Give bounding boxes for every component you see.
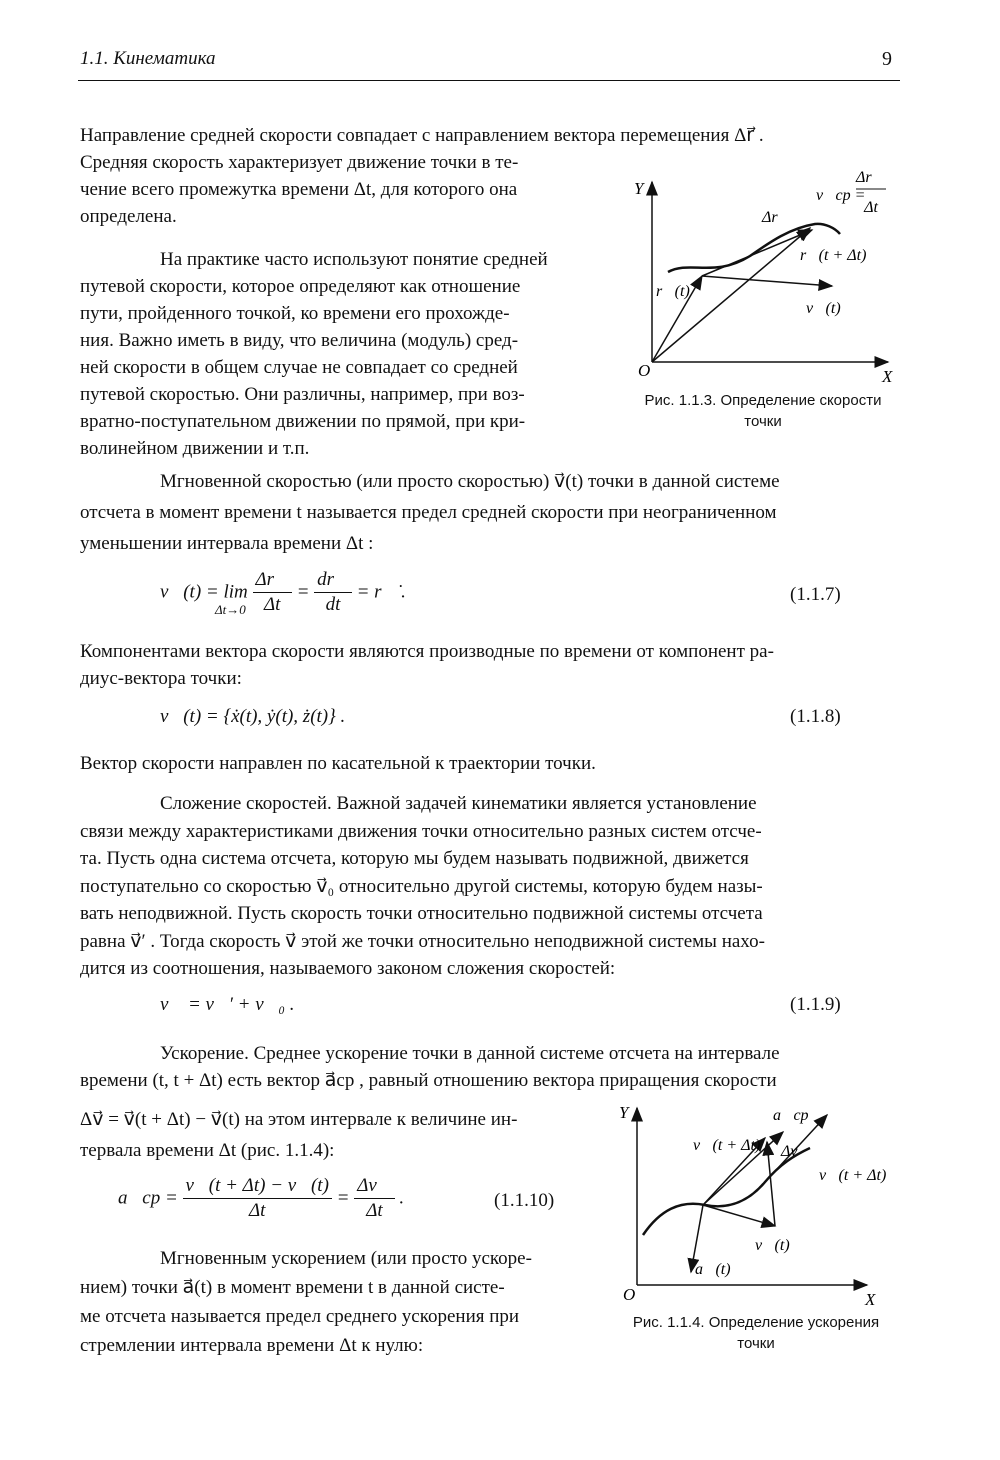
velocity-vector [702,276,832,286]
paragraph-tangent [80,750,596,777]
eq-tail: = r⃗̇ . [356,581,406,603]
text-line: чение всего промежутка времени Δt, для которого она [80,179,518,200]
paragraph-components [80,638,900,692]
text-line: нием) точки a⃗(t) в момент времени t в данной систе- [80,1277,505,1298]
eq-frac-dv-dt [354,1174,394,1223]
equation-1-1-10: a⃗ср = $\frac{v⃗(t + \Delta t) - v⃗(t)}{\Delta t}$ = $\frac{\Delta v⃗}{\Delta t}$ . [118,1175,405,1221]
label-v-t: v⃗(t) [755,1237,790,1254]
label-origin: O [638,361,651,380]
velocity-vector-t [703,1205,775,1226]
frac-den: Δt [249,1200,266,1221]
lim-subscript: Δt→0 [215,602,246,617]
caption-line: точки [744,413,782,430]
text-line: отсчета в момент времени t называется предел средней скорости при неограниченном [80,502,777,523]
label-x: X [882,367,893,386]
text-line: Компонентами вектора скорости являются производные по времени от компонент ра- [80,641,774,662]
label-vcp-den: Δt [864,199,878,216]
text-line: Сложение скоростей. Важной задачей кинематики является установление [160,793,757,814]
text-line: Вектор скорости направлен по касательной к траектории точки. [80,753,596,774]
label-y: Y [634,179,644,198]
paragraph-avg-velocity-cont [80,149,615,230]
text-line: Δv⃗ = v⃗(t + Δt) − v⃗(t) на этом интервале к величине ин- [80,1109,518,1130]
label-delta-v: Δv⃗ [781,1143,810,1160]
paragraph-avg-velocity [80,122,900,149]
text-line: вать неподвижной. Пусть скорость точки относительно подвижной системы отсчета [80,903,763,924]
paragraph-acceleration-cont [80,1104,600,1166]
text-line: вратно-поступательном движении по прямой, при кри- [80,411,526,432]
eq-frac-dr-dt [253,568,292,617]
text-line: Мгновенным ускорением (или просто ускоре- [160,1248,532,1269]
text-line: ней скорости в общем случае не совпадает со средней [80,357,518,378]
equation-1-1-8: v⃗(t) = {ẋ(t), ẏ(t), ż(t)} . [160,706,346,727]
frac-num: dr⃗ [314,568,352,593]
text-line: волинейном движении и т.п. [80,438,310,459]
label-v-t: v⃗(t) [806,300,841,317]
frac-num: v⃗(t + Δt) − v⃗(t) [183,1174,332,1199]
label-acp: a⃗ср [773,1107,809,1124]
label-r-t-dt: r⃗(t + Δt) [800,247,867,264]
equation-1-1-7: v⃗(t) = lim $\frac{\Delta r⃗}{\Delta t}$ = $\frac{dr⃗}{dt}$ = r⃗̇ . [160,569,406,615]
text-line: стремлении интервала времени Δt к нулю: [80,1335,424,1356]
text-line: дится из соотношения, называемого законом сложения скоростей: [80,958,616,979]
figure-velocity-diagram [620,160,910,390]
header-rule [78,80,900,81]
eq-frac-derivative [314,568,352,617]
text-line: Средняя скорость характеризует движение точки в те- [80,152,519,173]
label-delta-r: Δr⃗ [762,209,791,226]
text-line: Мгновенной скоростью (или просто скоростью) v⃗(t) точки в данной системе [160,471,780,492]
text-line: На практике часто используют понятие средней [160,249,548,270]
equation-1-1-9: v⃗ = v⃗′ + v⃗₀ . [160,994,295,1015]
label-v-t-dt-left: v⃗(t + Δt) [693,1137,761,1154]
figure-acceleration-diagram [615,1100,905,1310]
label-x: X [865,1290,876,1309]
text-line: определена. [80,206,177,227]
text-line: ния. Важно иметь в виду, что величина (модуль) сред- [80,330,519,351]
frac-den: Δt [366,1200,383,1221]
paragraph-path-speed [80,246,615,462]
paragraph-acceleration [80,1040,900,1094]
text-line: Ускорение. Среднее ускорение точки в данной системе отсчета на интервале [160,1043,780,1064]
text-line: путевой скоростью. Они различны, например, при воз- [80,384,525,405]
text-line: поступательно со скоростью v⃗₀ относительно другой системы, которую будем назы- [80,875,763,897]
text-line: тервала времени Δt (рис. 1.1.4): [80,1140,335,1161]
label-vcp: v⃗ср = [816,187,866,204]
caption-line: Рис. 1.1.4. Определение ускорения [632,1314,880,1331]
text-line: ме отсчета называется предел среднего ускорения при [80,1306,520,1327]
caption-line: точки [737,1335,775,1352]
displacement-vector [702,230,812,276]
page-number: 9 [882,48,892,70]
text-line: времени (t, t + Δt) есть вектор a⃗ср , равный отношению вектора приращения скорости [80,1070,777,1091]
label-vcp-num: Δr⃗ [855,169,885,186]
caption-line: Рис. 1.1.3. Определение скорости [644,392,882,409]
eq-number-1-1-7: (1.1.7) [790,584,841,605]
delta-v-vector [767,1142,775,1226]
text-line: пути, пройденного точкой, ко времени его прохожде- [80,303,510,324]
figure-caption-1-1-3 [627,390,899,432]
frac-den: Δt [263,594,281,615]
text-line: связи между характеристиками движения точки относительно разных систем отсче- [80,820,762,842]
running-header-section: 1.1. Кинематика [80,48,216,69]
frac-den: dt [325,594,341,615]
paragraph-instant-velocity [80,466,900,559]
label-origin: O [623,1285,636,1304]
label-a-t: a⃗(t) [695,1261,731,1278]
eq-number-1-1-9: (1.1.9) [790,994,841,1015]
frac-num: Δv⃗ [354,1174,394,1199]
text-line: Направление средней скорости совпадает с направлением вектора перемещения Δr⃗ . [80,125,764,146]
paragraph-instant-acceleration [80,1244,600,1360]
label-r-t: r⃗(t) [656,283,690,300]
paragraph-velocity-addition [80,790,900,983]
eq-number-1-1-8: (1.1.8) [790,706,841,727]
text-line: та. Пусть одна система отсчета, которую мы будем называть подвижной, движется [80,848,749,869]
text-line: путевой скорости, которое определяют как отношение [80,276,521,297]
label-v-t-dt-right: v⃗(t + Δt) [819,1167,887,1184]
frac-num: Δr⃗ [253,568,292,593]
eq-lhs: v⃗(t) = lim [160,581,248,603]
figure-caption-1-1-4 [620,1312,892,1354]
label-y: Y [619,1103,629,1122]
eq-lhs: a⃗ср = [118,1187,178,1209]
text-line: равна v⃗′ . Тогда скорость v⃗ этой же точки относительно неподвижной системы нахо- [80,930,765,952]
text-line: уменьшении интервала времени Δt : [80,533,374,554]
eq-frac-delta-v [183,1174,332,1223]
eq-number-1-1-10: (1.1.10) [494,1190,555,1211]
text-line: диус-вектора точки: [80,668,242,689]
